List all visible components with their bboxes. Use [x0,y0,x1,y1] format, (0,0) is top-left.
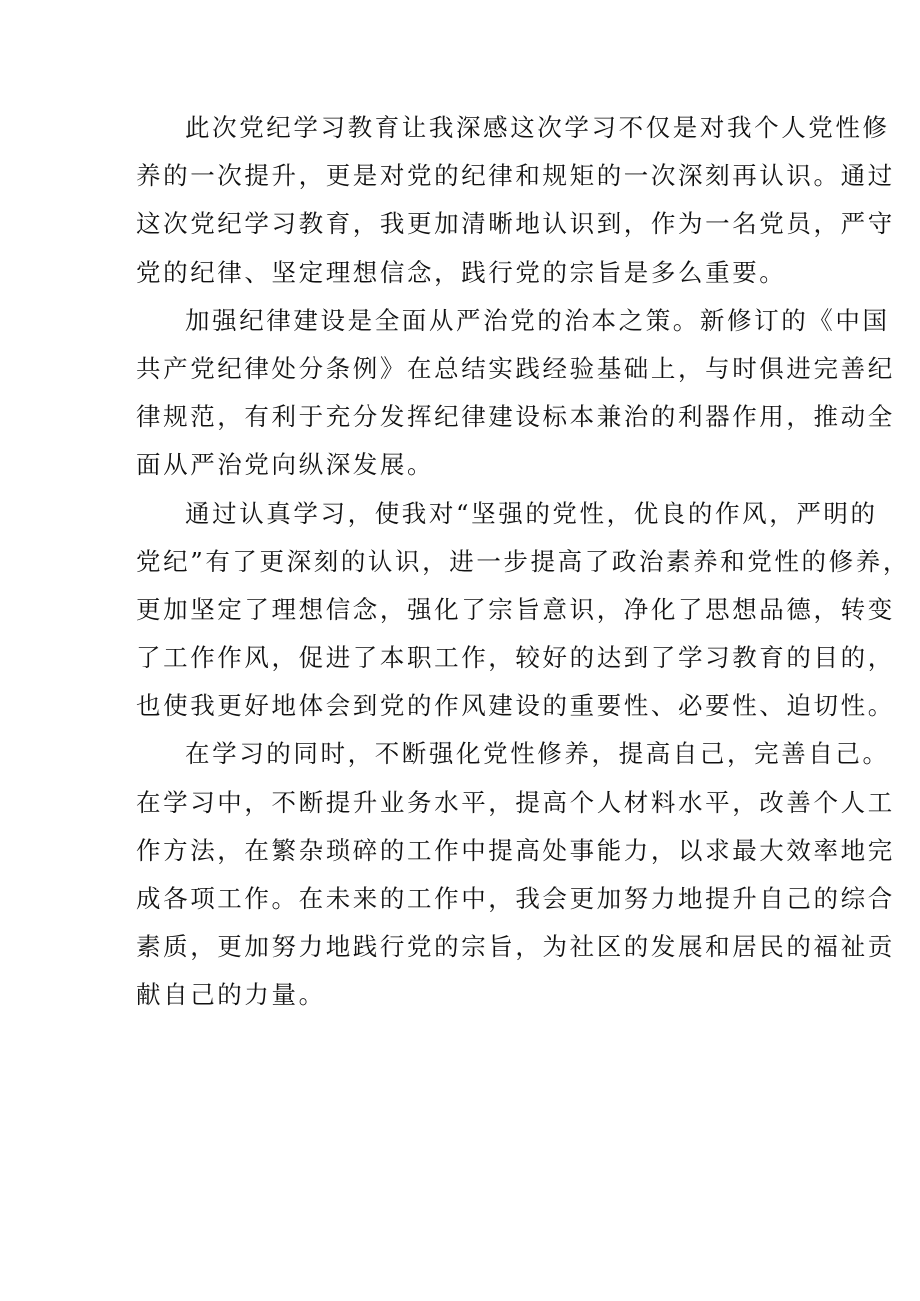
text-line: 了工作作风，促进了本职工作，较好的达到了学习教育的目的， [136,643,895,673]
text-line: 通过认真学习，使我对“坚强的党性，优良的作风，严明的 [185,498,878,528]
text-line: 养的一次提升，更是对党的纪律和规矩的一次深刻再认识。通过 [136,161,895,191]
text-line: 此次党纪学习教育让我深感这次学习不仅是对我个人党性修 [185,113,890,142]
text-line: 这次党纪学习教育，我更加清晰地认识到，作为一名党员，严守 [136,209,895,239]
text-line: 面从严治党向纵深发展。 [136,450,435,480]
text-line: 律规范，有利于充分发挥纪律建设标本兼治的利器作用，推动全 [136,402,895,432]
text-line: 也使我更好地体会到党的作风建设的重要性、必要性、迫切性。 [136,691,895,721]
text-line: 素质，更加努力地践行党的宗旨，为社区的发展和居民的福祉贡 [136,932,895,962]
paragraph-4 [136,730,895,1019]
text-line: 成各项工作。在未来的工作中，我会更加努力地提升自己的综合 [136,884,895,913]
text-line: 加强纪律建设是全面从严治党的治本之策。新修订的《中国 [185,305,890,335]
text-line: 更加坚定了理想信念，强化了宗旨意识，净化了思想品德，转变 [136,594,895,624]
paragraph-3 [136,490,910,731]
text-line: 在学习的同时，不断强化党性修养，提高自己，完善自己。 [185,739,890,769]
text-line: 党的纪律、坚定理想信念，践行党的宗旨是多么重要。 [136,257,787,287]
text-line: 共产党纪律处分条例》在总结实践经验基础上，与时俱进完善纪 [136,353,895,383]
document-body [136,104,910,1020]
paragraph-2 [136,297,895,490]
text-line: 在学习中，不断提升业务水平，提高个人材料水平，改善个人工 [136,787,895,817]
text-line: 党纪”有了更深刻的认识，进一步提高了政治素养和党性的修养， [136,546,910,576]
paragraph-1 [136,104,895,297]
text-line: 献自己的力量。 [136,980,326,1010]
text-line: 作方法，在繁杂琐碎的工作中提高处事能力，以求最大效率地完 [136,835,895,865]
